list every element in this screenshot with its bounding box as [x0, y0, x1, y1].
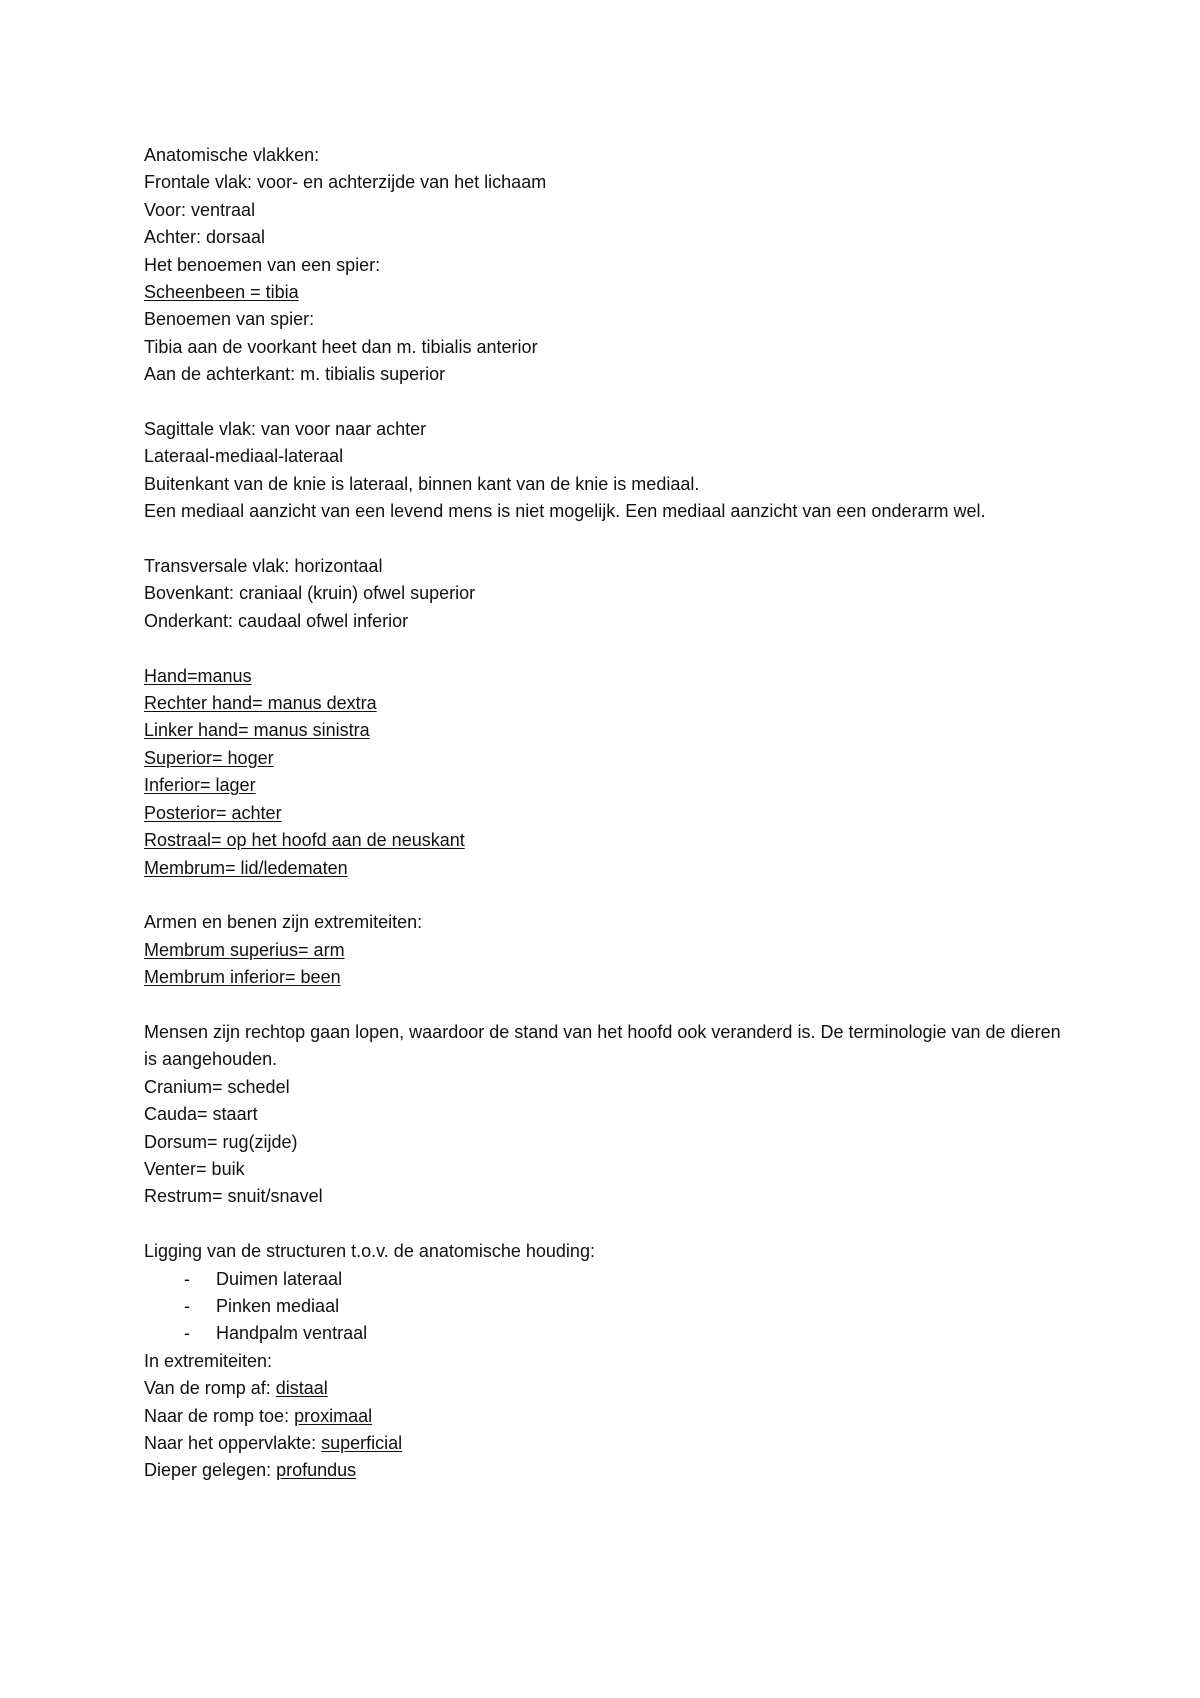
term-line — [144, 1403, 1064, 1430]
bullet-text: Pinken mediaal — [216, 1295, 340, 1316]
bullet-text: Duimen lateraal — [216, 1268, 343, 1289]
underlined-term: Rostraal= op het hoofd aan de neuskant — [144, 830, 465, 851]
underlined-term: Posterior= achter — [144, 802, 282, 823]
blank-line — [144, 992, 1064, 1019]
text-line: Het benoemen van een spier: — [144, 254, 381, 275]
text-line: Venter= buik — [144, 1158, 245, 1179]
text-paragraph: Een mediaal aanzicht van een levend mens is niet mogelijk. Een mediaal aanzicht van een onderarm wel. — [144, 501, 986, 522]
bullet-item — [144, 1293, 1064, 1320]
text-line: Buitenkant van de knie is lateraal, binnen kant van de knie is mediaal. — [144, 473, 700, 494]
text-line: Frontale vlak: voor- en achterzijde van het lichaam — [144, 172, 547, 193]
dash-bullet-icon: - — [184, 1295, 190, 1316]
underlined-term: Hand=manus — [144, 665, 252, 686]
text-line: Voor: ventraal — [144, 199, 256, 220]
underlined-term: Membrum= lid/ledematen — [144, 857, 348, 878]
text-line: Restrum= snuit/snavel — [144, 1186, 323, 1207]
underlined-term: Scheenbeen = tibia — [144, 282, 299, 303]
text-line: Benoemen van spier: — [144, 309, 315, 330]
underlined-term: profundus — [276, 1460, 357, 1481]
underlined-term: Rechter hand= manus dextra — [144, 693, 377, 714]
text-line: Lateraal-mediaal-lateraal — [144, 446, 344, 467]
term-label: Dieper gelegen: — [144, 1460, 277, 1481]
document-page — [144, 142, 1064, 1485]
text-paragraph: Mensen zijn rechtop gaan lopen, waardoor de stand van het hoofd ook veranderd is. De terminologie van de dieren is aangehouden. — [144, 1021, 1061, 1070]
dash-bullet-icon: - — [184, 1323, 190, 1344]
text-line: Cauda= staart — [144, 1104, 258, 1125]
blank-line — [144, 635, 1064, 662]
term-label: Van de romp af: — [144, 1378, 276, 1399]
blank-line — [144, 526, 1064, 553]
underlined-term: distaal — [275, 1378, 328, 1399]
text-line: Cranium= schedel — [144, 1076, 290, 1097]
text-line: Dorsum= rug(zijde) — [144, 1131, 298, 1152]
text-line: Bovenkant: craniaal (kruin) ofwel superior — [144, 583, 476, 604]
underlined-term: Inferior= lager — [144, 775, 256, 796]
blank-line — [144, 882, 1064, 909]
bullet-text: Handpalm ventraal — [216, 1323, 368, 1344]
term-label: Naar de romp toe: — [144, 1405, 295, 1426]
text-line: Onderkant: caudaal ofwel inferior — [144, 610, 409, 631]
text-line: Transversale vlak: horizontaal — [144, 556, 383, 577]
term-line — [144, 1375, 1064, 1402]
text-line: Armen en benen zijn extremiteiten: — [144, 912, 423, 933]
text-line: Achter: dorsaal — [144, 227, 266, 248]
blank-line — [144, 1211, 1064, 1238]
underlined-term: Membrum superius= arm — [144, 939, 345, 960]
term-line — [144, 1430, 1064, 1457]
underlined-term: Linker hand= manus sinistra — [144, 720, 370, 741]
underlined-term: proximaal — [294, 1405, 373, 1426]
text-line: Ligging van de structuren t.o.v. de anatomische houding: — [144, 1241, 595, 1262]
underlined-term: superficial — [321, 1433, 403, 1453]
underlined-term: Superior= hoger — [144, 747, 274, 768]
blank-line — [144, 389, 1064, 416]
dash-bullet-icon: - — [184, 1268, 190, 1289]
term-label: Naar het oppervlakte: — [144, 1433, 322, 1453]
term-line — [144, 1457, 1064, 1484]
text-line: Sagittale vlak: van voor naar achter — [144, 419, 427, 440]
bullet-item — [144, 1320, 1064, 1347]
underlined-term: Membrum inferior= been — [144, 967, 341, 988]
bullet-item — [144, 1266, 1064, 1293]
heading-anatomical-planes: Anatomische vlakken: — [144, 145, 320, 165]
text-line: In extremiteiten: — [144, 1350, 273, 1371]
text-line: Aan de achterkant: m. tibialis superior — [144, 364, 446, 385]
text-line: Tibia aan de voorkant heet dan m. tibialis anterior — [144, 336, 538, 357]
